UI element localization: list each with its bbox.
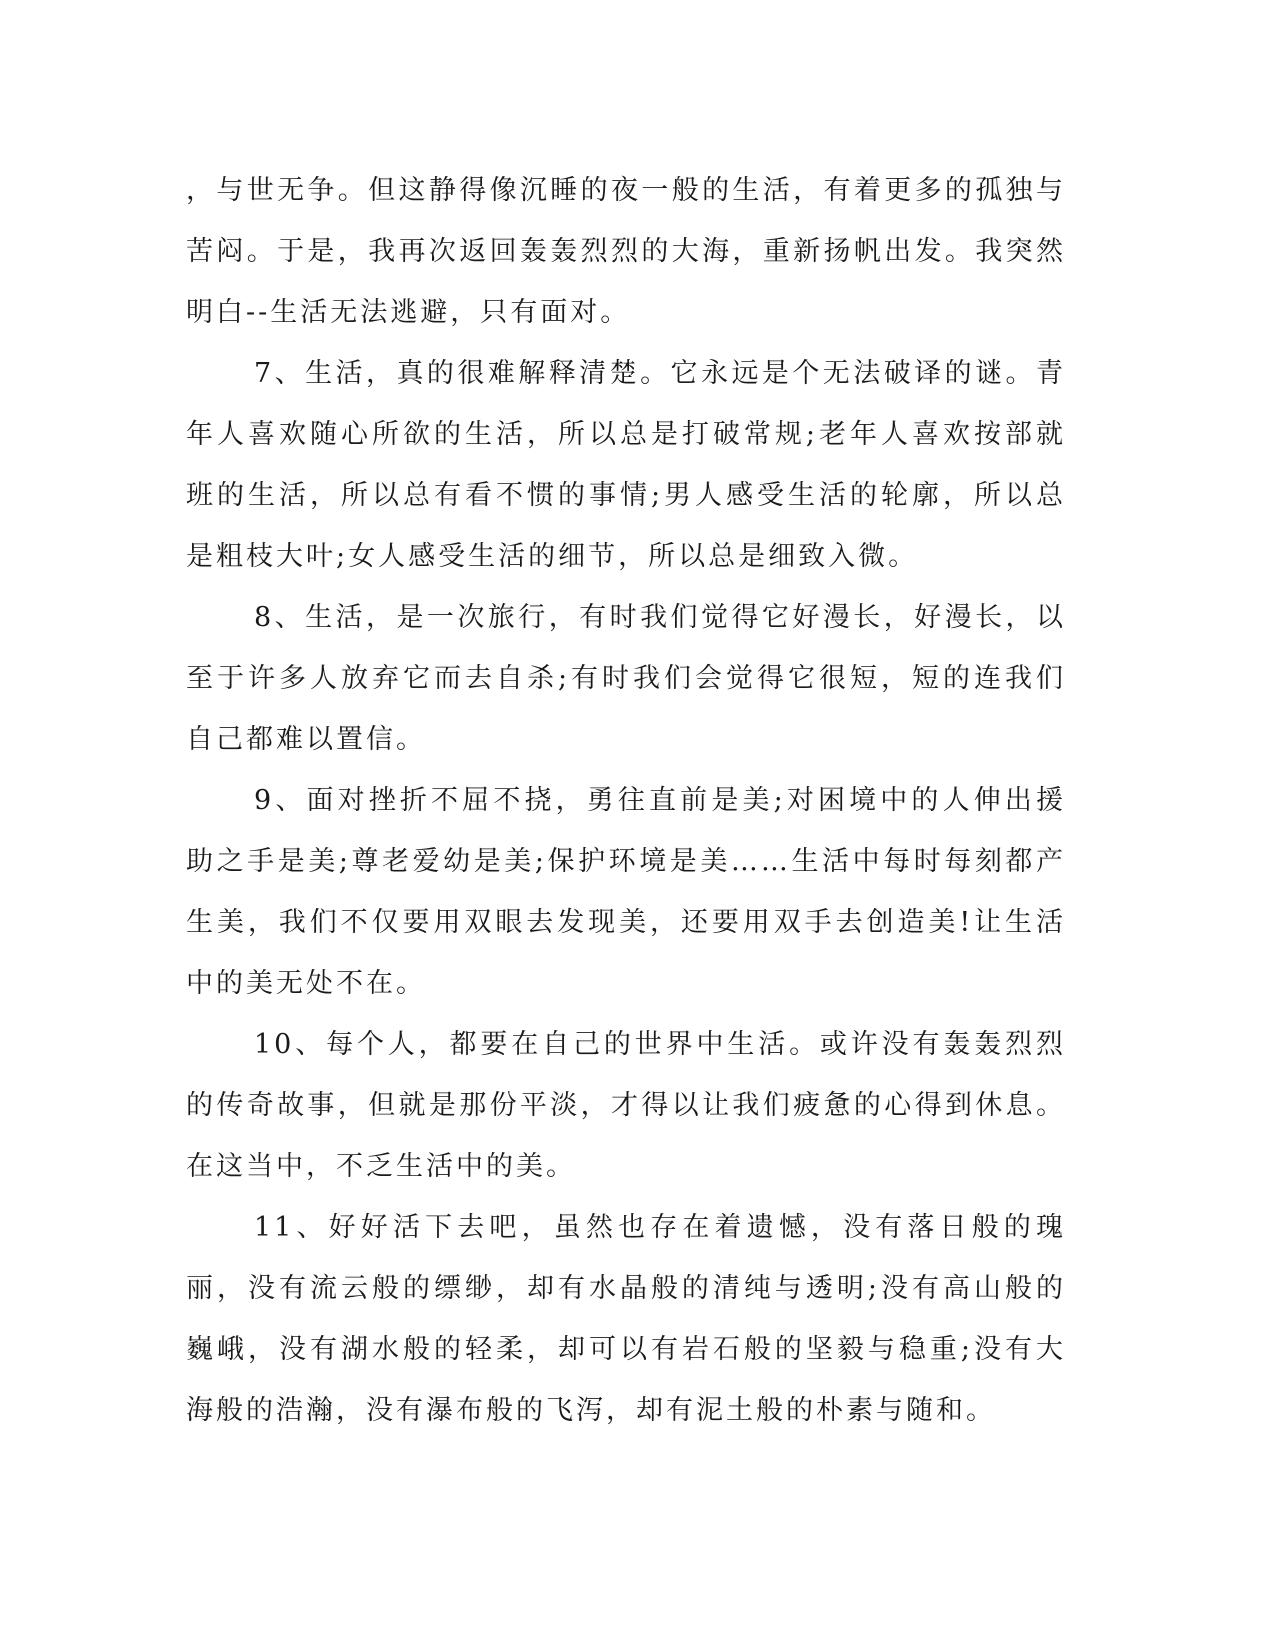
paragraph-8: 8、生活，是一次旅行，有时我们觉得它好漫长，好漫长，以至于许多人放弃它而去自杀;有时我们会觉得它很短，短的连我们自己都难以置信。 [186,602,1066,755]
paragraph-9: 9、面对挫折不屈不挠，勇往直前是美;对困境中的人伸出援助之手是美;尊老爱幼是美;保护环境是美……生活中每时每刻都产生美，我们不仅要用双眼去发现美，还要用双手去创造美!让生活中的美无处不在。 [186,785,1066,999]
paragraph-11: 11、好好活下去吧，虽然也存在着遗憾，没有落日般的瑰丽，没有流云般的缥缈，却有水晶般的清纯与透明;没有高山般的巍峨，没有湖水般的轻柔，却可以有岩石般的坚毅与稳重;没有大海般的浩瀚，没有瀑布般的飞泻，却有泥土般的朴素与随和。 [186,1212,1066,1426]
paragraph-continuation: ，与世无争。但这静得像沉睡的夜一般的生活，有着更多的孤独与苦闷。于是，我再次返回轰轰烈烈的大海，重新扬帆出发。我突然明白--生活无法逃避，只有面对。 [186,175,1066,328]
paragraph-10: 10、每个人，都要在自己的世界中生活。或许没有轰轰烈烈的传奇故事，但就是那份平淡，才得以让我们疲惫的心得到休息。在这当中，不乏生活中的美。 [186,1029,1066,1182]
paragraph-7: 7、生活，真的很难解释清楚。它永远是个无法破译的谜。青年人喜欢随心所欲的生活，所以总是打破常规;老年人喜欢按部就班的生活，所以总有看不惯的事情;男人感受生活的轮廓，所以总是粗枝大叶;女人感受生活的细节，所以总是细致入微。 [186,358,1066,572]
body-text [186,160,1066,1441]
